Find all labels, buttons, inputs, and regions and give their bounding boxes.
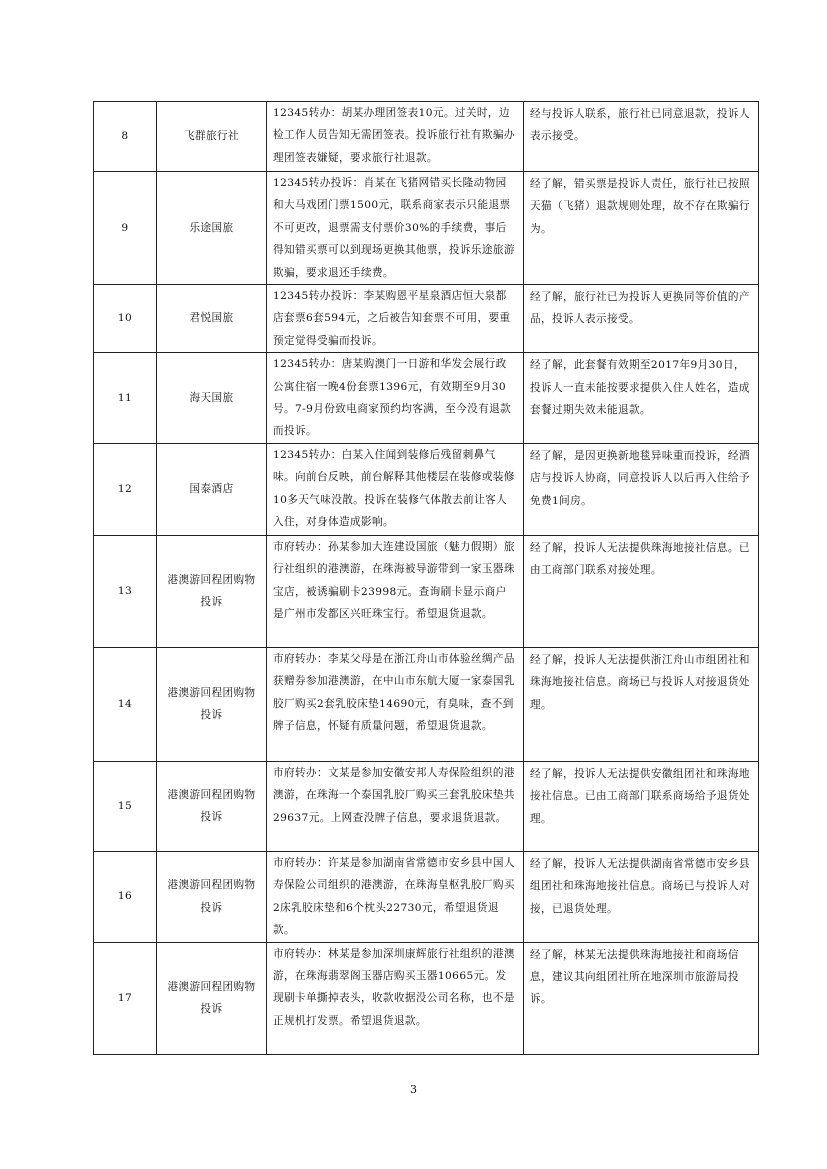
entity-name-cell: 君悦国旅 — [157, 285, 267, 353]
table-row — [94, 102, 759, 172]
complaint-description-cell: 12345转办：白某入住闻到装修后残留刺鼻气味。向前台反映，前台解释其他楼层在装修或装修10多天气味没散。投诉在装修气体散去前让客人入住，对身体造成影响。 — [267, 443, 524, 535]
handling-result-cell: 经了解，此套餐有效期至2017年9月30日，投诉人一直未能按要求提供入住人姓名，造成套餐过期失效未能退款。 — [524, 353, 759, 444]
handling-result-cell: 经了解，错买票是投诉人责任，旅行社已按照天猫（飞猪）退款规则处理，故不存在欺骗行为。 — [524, 172, 759, 285]
table-row — [94, 443, 759, 535]
row-number-cell: 15 — [94, 761, 157, 851]
entity-name-cell: 港澳游回程团购物投诉 — [157, 942, 267, 1054]
handling-result-cell: 经了解，投诉人无法提供珠海地接社信息。已由工商部门联系对接处理。 — [524, 535, 759, 647]
complaint-description-cell: 市府转办：李某父母是在浙江舟山市体验丝绸产品获赠券参加港澳游，在中山市东航大厦一家泰国乳胶厂购买2套乳胶床垫14690元，有臭味，查不到牌子信息，怀疑有质量问题，希望退货退款。 — [267, 647, 524, 761]
handling-result-cell: 经了解，是因更换新地毯异味重而投诉，经酒店与投诉人协商，同意投诉人以后再入住给予免费1间房。 — [524, 443, 759, 535]
complaint-description-cell: 市府转办：林某是参加深圳康辉旅行社组织的港澳游，在珠海翡翠阁玉器店购买玉器10665元。发现刷卡单撕掉表头，收款收据没公司名称，也不是正规机打发票。希望退货退款。 — [267, 942, 524, 1054]
complaint-description-cell: 12345转办投诉：李某购恩平星泉酒店恒大泉都店套票6套594元，之后被告知套票不可用，要重预定觉得受骗而投诉。 — [267, 285, 524, 353]
handling-result-cell: 经了解，旅行社已为投诉人更换同等价值的产品，投诉人表示接受。 — [524, 285, 759, 353]
complaint-description-cell: 市府转办：许某是参加湖南省常德市安乡县中国人寿保险公司组织的港澳游，在珠海皇枢乳胶厂购买2床乳胶床垫和6个枕头22730元，希望退货退款。 — [267, 851, 524, 942]
table-row — [94, 535, 759, 647]
handling-result-cell: 经了解，投诉人无法提供湖南省常德市安乡县组团社和珠海地接社信息。商场已与投诉人对接，已退货处理。 — [524, 851, 759, 942]
table-row — [94, 353, 759, 444]
handling-result-cell: 经了解，投诉人无法提供安徽组团社和珠海地接社信息。已由工商部门联系商场给予退货处理。 — [524, 761, 759, 851]
table-row — [94, 647, 759, 761]
table-row — [94, 761, 759, 851]
row-number-cell: 16 — [94, 851, 157, 942]
entity-name-cell: 港澳游回程团购物投诉 — [157, 647, 267, 761]
handling-result-cell: 经了解，林某无法提供珠海地接社和商场信息，建议其向组团社所在地深圳市旅游局投诉。 — [524, 942, 759, 1054]
row-number-cell: 9 — [94, 172, 157, 285]
handling-result-cell: 经了解，投诉人无法提供浙江舟山市组团社和珠海地接社信息。商场已与投诉人对接退货处理。 — [524, 647, 759, 761]
row-number-cell: 10 — [94, 285, 157, 353]
row-number-cell: 14 — [94, 647, 157, 761]
row-number-cell: 17 — [94, 942, 157, 1054]
row-number-cell: 11 — [94, 353, 157, 444]
complaints-table — [93, 101, 759, 1055]
complaint-description-cell: 市府转办：文某是参加安徽安邦人寿保险组织的港澳游，在珠海一个泰国乳胶厂购买三套乳胶床垫共29637元。上网查没牌子信息，要求退货退款。 — [267, 761, 524, 851]
table-row — [94, 851, 759, 942]
entity-name-cell: 飞群旅行社 — [157, 102, 267, 172]
page-number: 3 — [410, 1083, 417, 1096]
entity-name-cell: 乐途国旅 — [157, 172, 267, 285]
table-row — [94, 942, 759, 1054]
entity-name-cell: 海天国旅 — [157, 353, 267, 444]
complaint-description-cell: 12345转办：唐某购澳门一日游和华发会展行政公寓住宿一晚4份套票1396元，有效期至9月30号。7-9月份致电商家预约均客满，至今没有退款而投诉。 — [267, 353, 524, 444]
row-number-cell: 8 — [94, 102, 157, 172]
complaint-description-cell: 12345转办：胡某办理团签表10元。过关时，边检工作人员告知无需团签表。投诉旅行社有欺骗办理团签表嫌疑，要求旅行社退款。 — [267, 102, 524, 172]
entity-name-cell: 港澳游回程团购物投诉 — [157, 535, 267, 647]
handling-result-cell: 经与投诉人联系，旅行社已同意退款，投诉人表示接受。 — [524, 102, 759, 172]
row-number-cell: 12 — [94, 443, 157, 535]
row-number-cell: 13 — [94, 535, 157, 647]
entity-name-cell: 国泰酒店 — [157, 443, 267, 535]
table-row — [94, 285, 759, 353]
complaints-table-body — [94, 102, 759, 1055]
complaint-description-cell: 12345转办投诉：肖某在飞猪网错买长隆动物园和大马戏团门票1500元，联系商家表示只能退票不可更改，退票需支付票价30%的手续费，事后得知错买票可以到现场更换其他票，投诉乐途旅游欺骗，要求退还手续费。 — [267, 172, 524, 285]
table-row — [94, 172, 759, 285]
entity-name-cell: 港澳游回程团购物投诉 — [157, 761, 267, 851]
entity-name-cell: 港澳游回程团购物投诉 — [157, 851, 267, 942]
complaint-description-cell: 市府转办：孙某参加大连建设国旅（魅力假期）旅行社组织的港澳游，在珠海被导游带到一家玉器珠宝店，被诱骗刷卡23998元。查询刷卡显示商户是广州市发都区兴旺珠宝行。希望退货退款。 — [267, 535, 524, 647]
